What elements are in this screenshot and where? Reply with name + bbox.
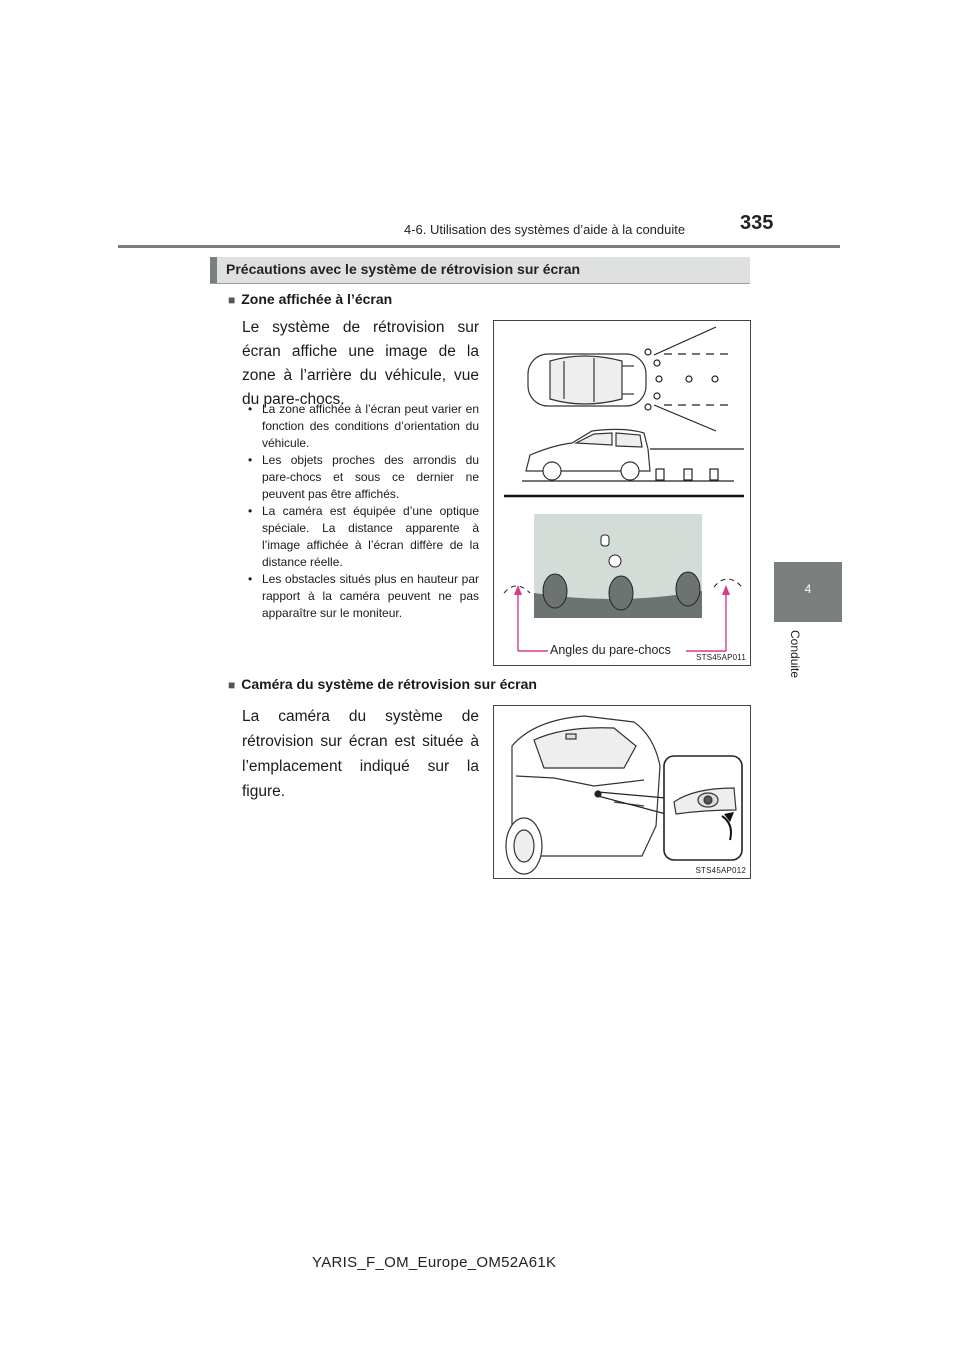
camera-paragraph: La caméra du système de rétrovision sur écran est située à l’emplacement indiqué sur la figure.	[242, 708, 479, 800]
chapter-label-wrap	[788, 630, 804, 690]
camera-screen-view	[504, 514, 742, 618]
section-title: Précautions avec le système de rétrovision sur écran	[226, 261, 581, 277]
section-rule	[210, 283, 750, 284]
zone-heading: ■ Zone affichée à l’écran	[228, 291, 392, 307]
list-item: • La caméra est équipée d’une optique spéciale. La distance apparente à l’image affichée à l’écran diffère de la distance réelle.	[242, 503, 479, 571]
display-zone-diagram	[494, 321, 750, 665]
figure-camera-location	[493, 705, 751, 879]
figure-callout-label: Angles du pare-chocs	[550, 643, 671, 657]
section-heading-marker	[210, 257, 217, 283]
chapter-number: 4	[804, 582, 812, 596]
header-rule	[118, 245, 840, 248]
chapter-tab	[774, 562, 842, 622]
zone-bullet-list	[242, 401, 479, 622]
list-item: • Les objets proches des arrondis du pare-chocs et sous ce dernier ne peuvent pas être affichés.	[242, 452, 479, 503]
camera-location-diagram	[494, 706, 750, 878]
section-heading	[210, 257, 750, 283]
car-top-view-illustration	[528, 354, 646, 406]
figure-display-zone	[493, 320, 751, 666]
chapter-label: Conduite	[788, 630, 802, 679]
zone-paragraph: Le système de rétrovision sur écran affiche une image de la zone à l’arrière du véhicule, vue du pare-chocs.	[242, 319, 479, 408]
obstacle-marks	[656, 469, 718, 480]
figure-code: STS45AP012	[695, 866, 746, 875]
sensor-marks	[645, 349, 718, 410]
rear-range-lines	[654, 327, 734, 431]
running-head: 4-6. Utilisation des systèmes d’aide à la conduite	[404, 222, 686, 237]
list-item: • Les obstacles situés plus en hauteur par rapport à la caméra peuvent ne pas apparaître sur le moniteur.	[242, 571, 479, 622]
camera-heading: ■ Caméra du système de rétrovision sur écran	[228, 676, 537, 692]
list-item: • La zone affichée à l’écran peut varier en fonction des conditions d’orientation du véhicule.	[242, 401, 479, 452]
document-code: YARIS_F_OM_Europe_OM52A61K	[312, 1254, 557, 1271]
figure-code: STS45AP011	[696, 653, 746, 662]
page-number: 335	[740, 212, 774, 234]
